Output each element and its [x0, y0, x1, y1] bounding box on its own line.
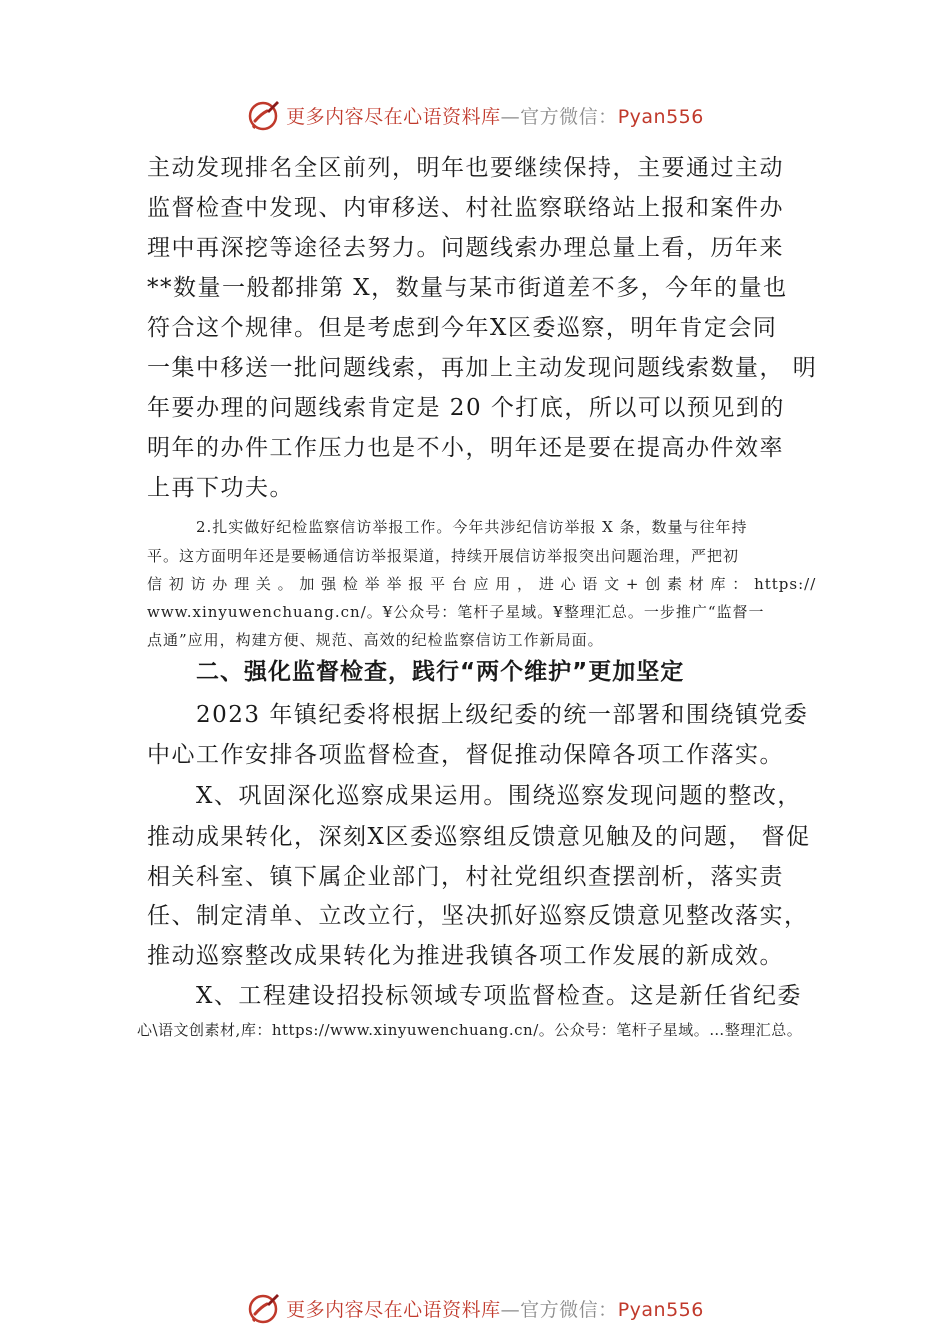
section-heading: 二、强化监督检查，践行“两个维护”更加坚定 — [196, 659, 685, 685]
body-line: 符合这个规律。但是考虑到今年X区委巡察，明年肯定会同 — [147, 315, 778, 341]
body-line: 年要办理的问题线索肯定是 20 个打底，所以可以预见到的 — [147, 395, 785, 421]
small-text-line: 信 初 访 办 理 关 。 加 强 检 举 举 报 平 台 应 用 ， 进 心 语 文 + 创 素 材 库 ： https:// — [147, 575, 817, 593]
body-line: X、工程建设招投标领域专项监督检查。这是新任省纪委 — [196, 983, 802, 1009]
body-line: X、巩固深化巡察成果运用。围绕巡察发现问题的整改， — [196, 783, 802, 809]
body-line: 推动巡察整改成果转化为推进我镇各项工作发展的新成效。 — [147, 943, 784, 969]
small-text-line: www.xinyuwenchuang.cn/。¥公众号：笔杆子星域。¥整理汇总。一步推广“监督一 — [147, 603, 765, 621]
brush-logo-icon — [246, 97, 282, 133]
small-text-line: 平。这方面明年还是要畅通信访举报渠道，持续开展信访举报突出问题治理，严把初 — [147, 547, 740, 565]
body-line: 推动成果转化，深刻X区委巡察组反馈意见触及的问题， 督促 — [147, 824, 811, 850]
body-line: 理中再深挖等途径去努力。问题线索办理总量上看，历年来 — [147, 235, 784, 261]
footer-note: 心\语文创素材,库：https://www.xinyuwenchuang.cn/。公众号：笔杆子星域。…整理汇总。 — [137, 1021, 803, 1039]
body-line: 任、制定清单、立改立行，坚决抓好巡察反馈意见整改落实， — [147, 903, 809, 929]
body-line: **数量一般都排第 X，数量与某市街道差不多，今年的量也 — [147, 275, 788, 301]
footer-banner — [0, 1288, 950, 1328]
body-line: 2023 年镇纪委将根据上级纪委的统一部署和围绕镇党委 — [196, 702, 809, 728]
header-banner — [0, 95, 950, 135]
body-line: 主动发现排名全区前列，明年也要继续保持，主要通过主动 — [147, 155, 784, 181]
banner-text: 更多内容尽在心语资料库—官方微信：Pyan556 — [286, 105, 704, 128]
small-text-line: 2.扎实做好纪检监察信访举报工作。今年共涉纪信访举报 X 条，数量与往年持 — [196, 518, 748, 536]
body-line: 明年的办件工作压力也是不小，明年还是要在提高办件效率 — [147, 435, 784, 461]
brush-logo-icon — [246, 1290, 282, 1326]
body-line: 上再下功夫。 — [147, 475, 294, 501]
banner-text: 更多内容尽在心语资料库—官方微信：Pyan556 — [286, 1298, 704, 1321]
body-line: 一集中移送一批问题线索，再加上主动发现问题线索数量， 明 — [147, 355, 818, 381]
body-line: 监督检查中发现、内审移送、村社监察联络站上报和案件办 — [147, 195, 784, 221]
body-line: 相关科室、镇下属企业部门，村社党组织查摆剖析，落实责 — [147, 864, 784, 890]
body-line: 中心工作安排各项监督检查，督促推动保障各项工作落实。 — [147, 742, 784, 768]
small-text-line: 点通”应用，构建方便、规范、高效的纪检监察信访工作新局面。 — [147, 631, 604, 649]
